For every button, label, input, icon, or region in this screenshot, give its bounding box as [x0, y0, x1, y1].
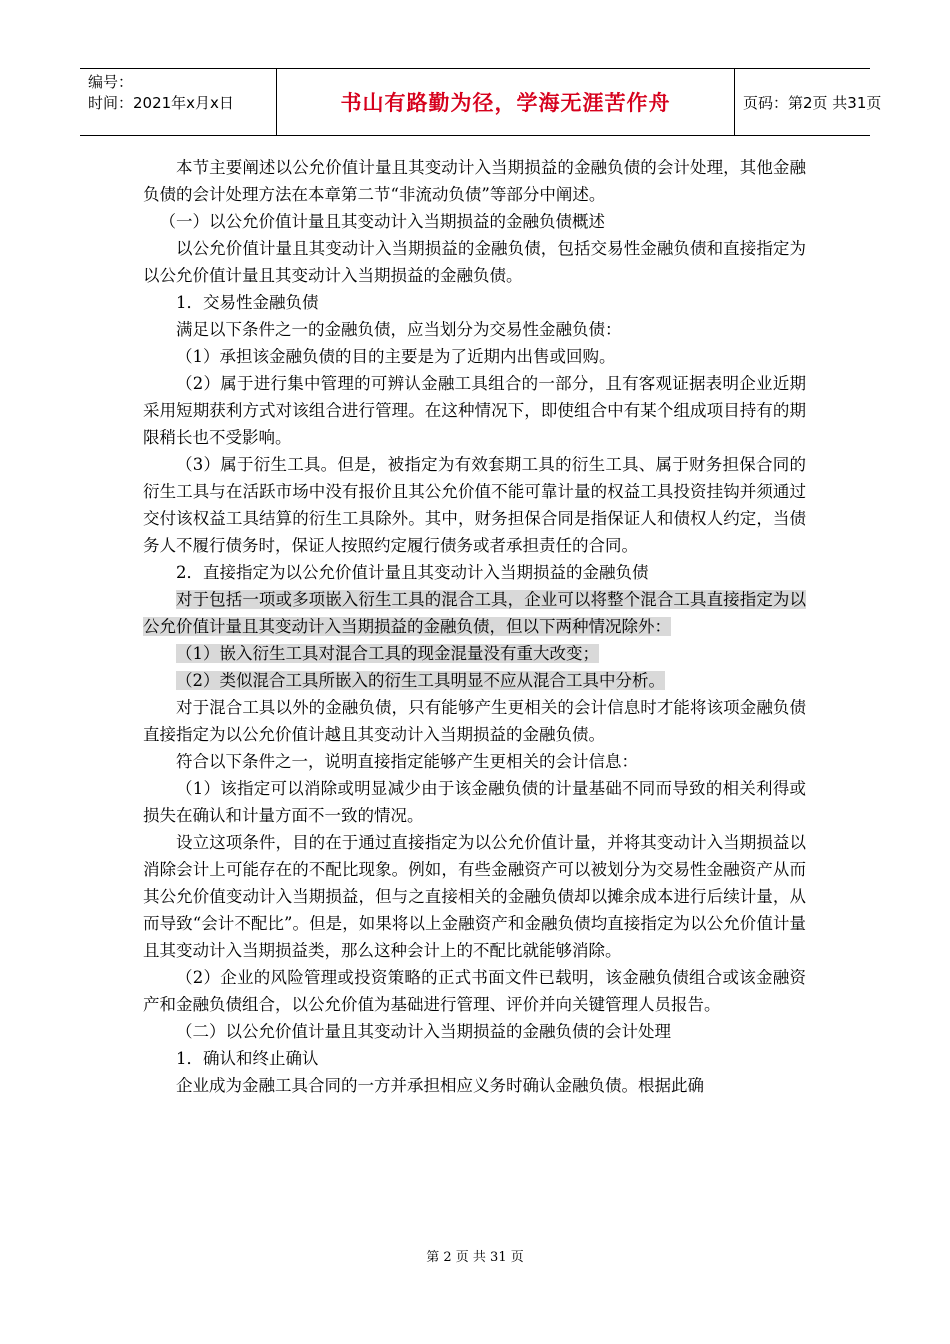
highlighted-text: （1）嵌入衍生工具对混合工具的现金混量没有重大改变； [176, 644, 599, 663]
body-paragraph: 本节主要阐述以公允价值计量且其变动计入当期损益的金融负债的会计处理，其他金融负债的会计处理方法在本章第二节“非流动负债”等部分中阐述。 [143, 158, 806, 204]
body-paragraph: （二）以公允价值计量且其变动计入当期损益的金融负债的会计处理 [176, 1022, 671, 1041]
header-page-label: 页码：第2页 共31页 [743, 93, 882, 112]
document-number-label: 编号： [88, 73, 134, 91]
page-header [80, 68, 882, 136]
body-paragraph: （3）属于衍生工具。但是，被指定为有效套期工具的衍生工具、属于财务担保合同的衍生工具与在活跃市场中没有报价且其公允价值不能可靠计量的权益工具投资挂钩并须通过交付该权益工具结算的衍生工具除外。其中，财务担保合同是指保证人和债权人约定，当债务人不履行债务时，保证人按照约定履行债务或者承担责任的合同。 [143, 455, 806, 555]
body-paragraph [143, 586, 806, 640]
body-paragraph: 设立这项条件，目的在于通过直接指定为以公允价值计量，并将其变动计入当期损益以消除会计上可能存在的不配比现象。例如，有些金融资产可以被划分为交易性金融资产从而其公允价值变动计入当期损益，但与之直接相关的金融负债却以摊余成本进行后续计量，从而导致“会计不配比”。但是，如果将以上金融资产和金融负债均直接指定为以公允价值计量且其变动计入当期损益类，那么这种会计上的不配比就能够消除。 [143, 833, 806, 960]
body-paragraph: 对于混合工具以外的金融负债，只有能够产生更相关的会计信息时才能将该项金融负债直接指定为以公允价值计越且其变动计入当期损益的金融负债。 [143, 698, 806, 744]
page-footer: 第 2 页 共 31 页 [426, 1250, 524, 1265]
header-motto: 书山有路勤为径，学海无涯苦作舟 [277, 69, 735, 135]
body-paragraph: 企业成为金融工具合同的一方并承担相应义务时确认金融负债。根据此确 [176, 1076, 704, 1095]
body-paragraph: 满足以下条件之一的金融负债，应当划分为交易性金融负债： [176, 320, 622, 339]
body-paragraph: 1．交易性金融负债 [176, 293, 319, 312]
body-paragraph [143, 640, 806, 667]
highlighted-text: 对于包括一项或多项嵌入衍生工具的混合工具，企业可以将整个混合工具直接指定为以公允价值计量且其变动计入当期损益的金融负债，但以下两种情况除外： [143, 590, 806, 636]
body-paragraph: （2）企业的风险管理或投资策略的正式书面文件已载明，该金融负债组合或该金融资产和金融负债组合，以公允价值为基础进行管理、评价并向关键管理人员报告。 [143, 968, 806, 1014]
body-paragraph: （一）以公允价值计量且其变动计入当期损益的金融负债概述 [159, 212, 605, 231]
document-time-label: 时间：2021年x月x日 [88, 94, 234, 112]
body-paragraph: （1）承担该金融负债的目的主要是为了近期内出售或回购。 [176, 347, 616, 366]
body-paragraph: 2．直接指定为以公允价值计量且其变动计入当期损益的金融负债 [176, 563, 649, 582]
body-paragraph: 以公允价值计量且其变动计入当期损益的金融负债，包括交易性金融负债和直接指定为以公允价值计量且其变动计入当期损益的金融负债。 [143, 239, 806, 285]
header-meta [80, 69, 277, 135]
body-paragraph: 1．确认和终止确认 [176, 1049, 319, 1068]
body-paragraph: （1）该指定可以消除或明显减少由于该金融负债的计量基础不同而导致的相关利得或损失在确认和计量方面不一致的情况。 [143, 779, 806, 825]
body-paragraph [143, 667, 806, 694]
body-paragraph: （2）属于进行集中管理的可辨认金融工具组合的一部分，且有客观证据表明企业近期采用短期获利方式对该组合进行管理。在这种情况下，即使组合中有某个组成项目持有的期限稍长也不受影响。 [143, 374, 806, 447]
document-body [143, 154, 806, 1099]
body-paragraph: 符合以下条件之一，说明直接指定能够产生更相关的会计信息： [176, 752, 638, 771]
highlighted-text: （2）类似混合工具所嵌入的衍生工具明显不应从混合工具中分析。 [176, 671, 665, 690]
